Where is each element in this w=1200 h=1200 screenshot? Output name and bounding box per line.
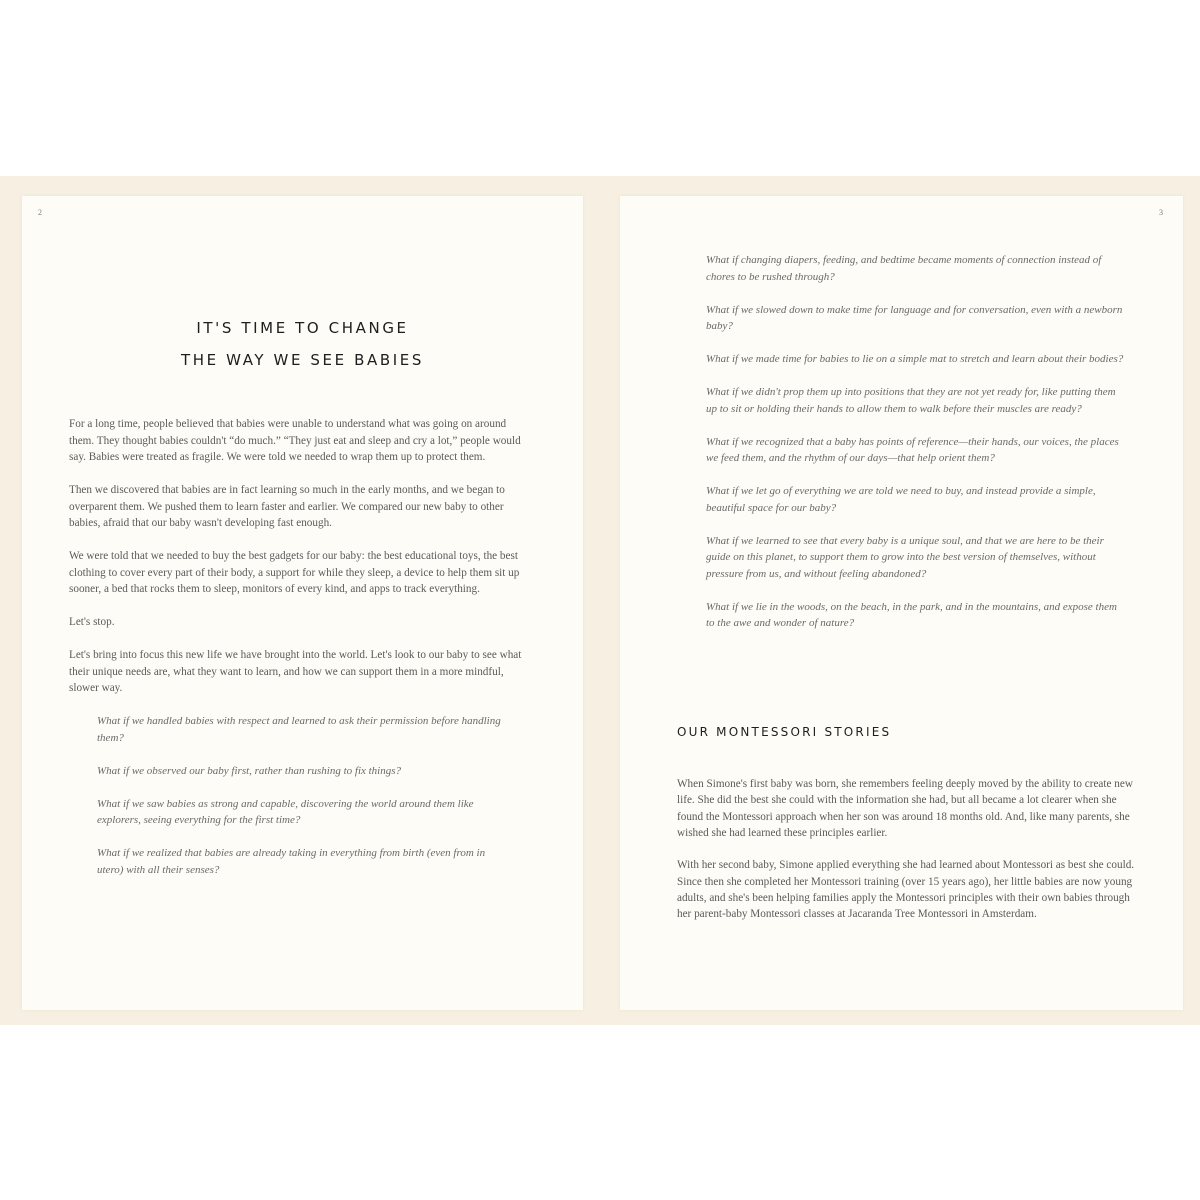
question-item: What if we slowed down to make time for language and for conversation, even with a newborn baby? <box>706 303 1123 332</box>
question-item: What if changing diapers, feeding, and bedtime became moments of connection instead of chores to be rushed through? <box>706 254 1102 283</box>
body-paragraph: Then we discovered that babies are in fact learning so much in the early months, and we began to overparent them. We pushed them to learn faster and earlier. We compared our new baby to other babies, afraid that our baby wasn't developing fast enough. <box>69 484 505 529</box>
body-paragraph: We were told that we needed to buy the best gadgets for our baby: the best educational toys, the best clothing to cover every part of their body, a support for while they sleep, a device to help them sit up sooner, a bed that rocks them to sleep, monitors of every kind, and apps to track everything. <box>69 550 520 595</box>
chapter-body <box>69 416 529 895</box>
question-item: What if we realized that babies are already taking in everything from birth (even from in utero) with all their senses? <box>97 847 486 876</box>
what-if-questions <box>97 713 507 878</box>
question-item: What if we lie in the woods, on the beach, in the park, and in the mountains, and expose them to the awe and wonder of nature? <box>706 600 1117 629</box>
chapter-title <box>22 312 583 376</box>
question-item: What if we observed our baby first, rather than rushing to fix things? <box>97 764 402 777</box>
left-page <box>22 196 583 1010</box>
body-paragraph: Let's bring into focus this new life we have brought into the world. Let's look to our baby to see what their unique needs are, what they want to learn, and how we can support them in a more mindful, slower way. <box>69 649 522 694</box>
story-paragraph: When Simone's first baby was born, she remembers feeling deeply moved by the ability to create new life. She did the best she could with the information she had, but all became a lot clearer when she found the Montessori approach when her son was around 18 months old. And, like many parents, she wished she had learned these principles earlier. <box>677 778 1133 839</box>
question-item: What if we made time for babies to lie on a simple mat to stretch and learn about their bodies? <box>706 353 1124 365</box>
question-item: What if we saw babies as strong and capable, discovering the world around them like explorers, seeing everything for the first time? <box>97 797 474 826</box>
page-number: 3 <box>1159 208 1163 217</box>
body-paragraph: For a long time, people believed that babies were unable to understand what was going on around them. They thought babies couldn't “do much.” “They just eat and sleep and cry a lot,” people would say. Babies were treated as fragile. We were told we needed to wrap them up to protect them. <box>69 418 521 463</box>
question-item: What if we didn't prop them up into positions that they are not yet ready for, like putting them up to sit or holding their hands to allow them to walk before their muscles are ready? <box>706 386 1116 415</box>
question-list <box>706 252 1126 632</box>
stories-body <box>677 776 1135 939</box>
right-page <box>620 196 1183 1010</box>
body-paragraph: Let's stop. <box>69 616 115 628</box>
chapter-title-line-1: IT'S TIME TO CHANGE <box>196 319 409 337</box>
question-item: What if we let go of everything we are told we need to buy, and instead provide a simple, beautiful space for our baby? <box>706 485 1096 514</box>
question-item: What if we learned to see that every baby is a unique soul, and that we are here to be their guide on this planet, to support them to grow into the best version of themselves, without pressure from us, and without feeling abandoned? <box>706 534 1104 580</box>
chapter-title-line-2: THE WAY WE SEE BABIES <box>181 351 424 369</box>
question-item: What if we handled babies with respect and learned to ask their permission before handling them? <box>97 715 501 744</box>
what-if-questions-continued <box>706 252 1126 648</box>
question-item: What if we recognized that a baby has points of reference—their hands, our voices, the places we feed them, and the rhythm of our days—that help orient them? <box>706 435 1119 464</box>
section-heading: OUR MONTESSORI STORIES <box>677 725 892 739</box>
page-number: 2 <box>38 208 42 217</box>
story-paragraph: With her second baby, Simone applied everything she had learned about Montessori as best she could. Since then she completed her Montessori training (over 15 years ago), her little babies are now young adults, and she's been helping families apply the Montessori principles with their own babies through her parent-baby Montessori classes at Jacaranda Tree Montessori in Amsterdam. <box>677 859 1135 921</box>
